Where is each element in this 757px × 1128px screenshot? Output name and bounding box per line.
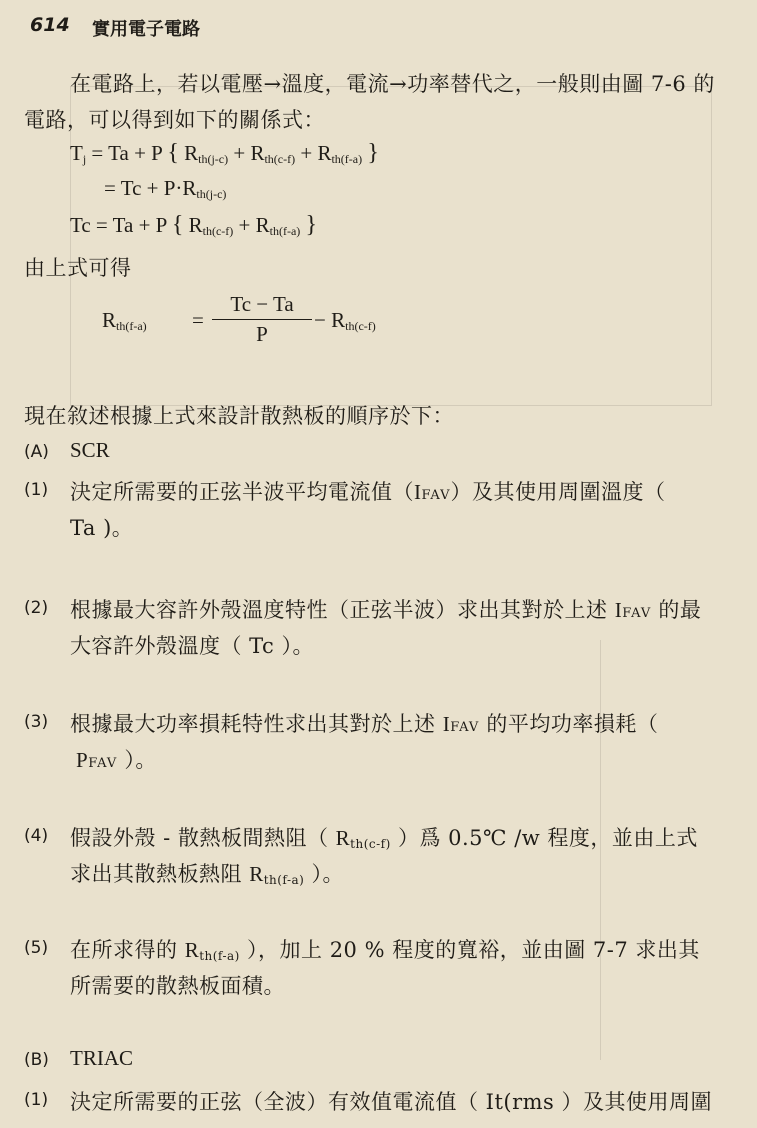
equation-1: $T_j = Ta + P$ { $R_{th(j-c)} + R_{th(c-f)} + R_{th(f-a)}$ } <box>70 140 379 166</box>
step-a2-line-1: 根據最大容許外殼溫度特性（正弦半波）求出其對於上述 IFAV 的最 <box>70 598 702 622</box>
equation-2: = $Tc + P\cdot R_{th(j-c)}$ <box>104 176 227 201</box>
step-a4-line-2: 求出其散熱板熱阻 $R_{th(f-a)}$ ）。 <box>70 862 345 887</box>
derive-text: 由上式可得 <box>24 256 132 280</box>
step-a2-number: (2) <box>24 598 49 618</box>
step-b1-number: (1) <box>24 1090 49 1110</box>
step-a3-line-2: PFAV ）。 <box>76 748 157 772</box>
show-through-box <box>70 86 712 406</box>
running-title: 實用電子電路 <box>92 19 200 40</box>
step-b1-line-1: 決定所需要的正弦（全波）有效值電流值（ It(rms ）及其使用周圍 <box>70 1090 713 1114</box>
equation-3: Tc = Ta + P { $R_{th(c-f)} + R_{th(f-a)}$ } <box>70 212 318 238</box>
fraction-numerator: Tc − Ta <box>230 292 294 316</box>
equation-4-fraction <box>212 292 312 347</box>
step-a1-line-1: 決定所需要的正弦半波平均電流值（IFAV）及其使用周圍溫度（ <box>70 480 666 504</box>
step-a3-line-1: 根據最大功率損耗特性求出其對於上述 IFAV 的平均功率損耗（ <box>70 712 659 736</box>
step-a4-line-1: 假設外殼 - 散熱板間熱阻（ $R_{th(c-f)}$ ）爲 0.5℃ /w 程度，並由上式 <box>70 826 698 851</box>
section-a-label: (A) <box>24 442 49 462</box>
equation-4-lhs: $R_{th(f-a)}$ <box>102 308 147 333</box>
step-a2-line-2: 大容許外殼溫度（ Tc ）。 <box>70 634 314 658</box>
intro-line-1: 在電路上，若以電壓→溫度，電流→功率替代之，一般則由圖 7-6 的 <box>70 72 715 96</box>
page-number: 614 <box>30 14 70 36</box>
equation-4-equals: = <box>192 308 204 332</box>
step-a4-number: (4) <box>24 826 49 846</box>
intro-line-2: 電路，可以得到如下的關係式： <box>24 108 325 132</box>
section-a-title: SCR <box>70 438 110 462</box>
equation-4-rhs: − $R_{th(c-f)}$ <box>314 308 376 333</box>
section-b-label: (B) <box>24 1050 49 1070</box>
step-a5-number: (5) <box>24 938 49 958</box>
procedure-intro: 現在敘述根據上式來設計散熱板的順序於下： <box>24 404 454 428</box>
section-b-title: TRIAC <box>70 1046 133 1070</box>
step-a5-line-1: 在所求得的 $R_{th(f-a)}$ ），加上 20 % 程度的寬裕，並由圖 7-7 求出其 <box>70 938 700 963</box>
step-a3-number: (3) <box>24 712 49 732</box>
step-a1-line-2: Ta )。 <box>70 516 134 540</box>
step-a1-number: (1) <box>24 480 49 500</box>
step-a5-line-2: 所需要的散熱板面積。 <box>70 974 285 998</box>
fraction-denominator: P <box>256 322 268 346</box>
